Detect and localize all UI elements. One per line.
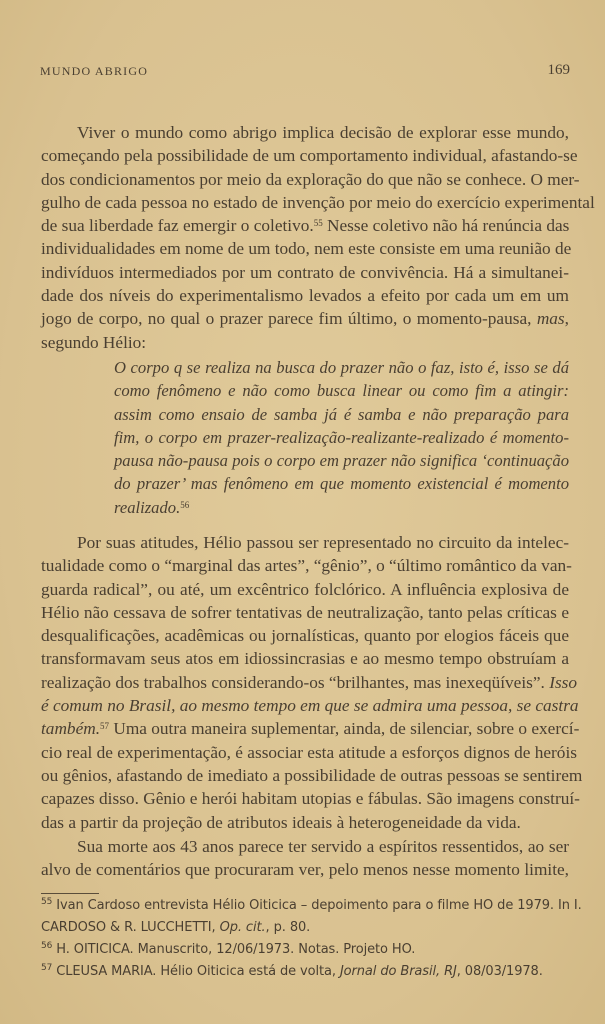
text-segment: começando pela possibilidade de um comportamento individual, afastando-se <box>41 146 578 166</box>
text-segment: ou gênios, afastando de imediato a possibilidade de outras pessoas se sentirem <box>41 765 583 785</box>
text-segment: cio real de experimentação, é associar esta atitude a esforços dignos de heróis <box>41 742 577 762</box>
text-segment: segundo Hélio: <box>41 332 147 352</box>
text-segment: Sua morte aos 43 anos parece ter servido a espíritos ressentidos, ao ser <box>77 837 569 856</box>
text-segment: das a partir da projeção de atributos ideais à heterogeneidade da vida. <box>41 812 521 832</box>
text-line <box>41 284 569 307</box>
text-segment: , p. 80. <box>265 920 311 935</box>
footnote-reference: 56 <box>41 941 53 951</box>
text-segment: tualidade como o “marginal das artes”, “gênio”, o “último romântico da van- <box>41 556 572 576</box>
block-quote <box>114 356 569 519</box>
footnote-reference: 57 <box>100 721 110 732</box>
italic-text: também. <box>41 719 101 739</box>
footnote-line <box>41 917 569 939</box>
text-segment: dos condicionamentos por meio da exploração do que não se conhece. O mer- <box>41 169 580 189</box>
text-segment: , <box>564 309 569 329</box>
italic-text: pausa não-pausa pois o corpo em prazer não significa ‘continuação <box>114 451 569 471</box>
text-segment: Viver o mundo como abrigo implica decisão de explorar esse mundo, <box>77 123 569 142</box>
text-segment: Nesse coletivo não há renúncia das <box>322 216 570 236</box>
running-header <box>40 64 570 79</box>
italic-text: Isso <box>549 672 578 692</box>
text-segment: CLEUSA MARIA. Hélio Oiticica está de volta, <box>52 964 340 979</box>
text-line <box>41 237 572 260</box>
text-segment: alvo de comentários que procuraram ver, pelo menos nesse momento limite, <box>41 860 569 880</box>
text-line <box>41 858 569 881</box>
footnote-reference: 55 <box>41 897 53 907</box>
text-line <box>114 426 569 449</box>
text-line <box>41 214 569 237</box>
text-line <box>41 168 580 191</box>
text-segment: indivíduos intermediados por um contrato de convivência. Há a simultanei- <box>41 262 569 282</box>
text-line <box>41 835 569 858</box>
text-segment: CARDOSO & R. LUCCHETTI, <box>41 920 220 935</box>
italic-text: realizado. <box>114 497 181 517</box>
text-line <box>114 472 569 495</box>
footnote-reference: 55 <box>313 218 323 229</box>
text-line <box>114 379 569 402</box>
italic-text: assim como ensaio de samba já é samba e não preparação para <box>114 404 569 424</box>
text-line <box>41 331 569 354</box>
text-segment: desqualificações, acadêmicas ou jornalísticas, quanto por elogios fáceis que <box>41 626 569 646</box>
text-segment: dade dos níveis do experimentalismo levados a efeito por cada um em um <box>41 286 569 306</box>
text-line <box>114 449 569 472</box>
text-line <box>41 787 580 810</box>
text-segment: guarda radical”, ou até, um excêntrico folclórico. A influência explosiva de <box>41 579 569 599</box>
text-line <box>41 554 572 577</box>
footnote-reference: 57 <box>41 963 53 973</box>
text-line <box>41 741 577 764</box>
text-segment: Hélio não cessava de sofrer tentativas de neutralização, tanto pelas críticas e <box>41 602 569 622</box>
text-segment: , 08/03/1978. <box>456 964 543 979</box>
italic-text: fim, o corpo em prazer-realização-realizante-realizado é momento- <box>114 427 569 447</box>
text-line <box>41 144 578 167</box>
footnote-line <box>41 895 582 917</box>
text-segment: Ivan Cardoso entrevista Hélio Oiticica – depoimento para o filme HO de 1979. In I. <box>52 898 582 913</box>
text-line <box>41 531 569 554</box>
paragraph-2 <box>41 531 583 834</box>
text-segment: Uma outra maneira suplementar, ainda, de silenciar, sobre o exercí- <box>109 719 580 739</box>
paragraph-1 <box>41 121 595 354</box>
running-title: MUNDO ABRIGO <box>40 64 149 78</box>
text-line <box>41 647 569 670</box>
text-segment: de sua liberdade faz emergir o coletivo. <box>41 216 314 236</box>
text-segment: individualidades em nome de um todo, nem este consiste em uma reunião de <box>41 239 572 259</box>
text-line <box>41 694 579 717</box>
italic-text: do prazer’ mas fenômeno em que momento existencial é momento <box>114 474 569 494</box>
footnotes <box>41 895 582 983</box>
text-line <box>114 496 569 519</box>
text-segment: realização dos trabalhos considerando-os “brilhantes, mas inexeqüíveis”. <box>41 672 550 692</box>
text-line <box>41 717 580 740</box>
text-line <box>41 811 569 834</box>
italic-text: Op. cit. <box>219 920 266 935</box>
text-line <box>41 764 583 787</box>
text-segment: H. OITICICA. Manuscrito, 12/06/1973. Notas. Projeto HO. <box>52 942 416 957</box>
text-line <box>41 624 569 647</box>
text-line <box>41 191 595 214</box>
text-segment: gulho de cada pessoa no estado de invenção por meio do exercício experimental <box>41 192 595 212</box>
paragraph-3 <box>41 835 569 882</box>
text-line <box>114 356 569 379</box>
text-segment: transformavam seus atos em idiossincrasias e ao mesmo tempo obstruíam a <box>41 649 569 669</box>
footnote-reference: 56 <box>180 499 190 510</box>
italic-text: mas <box>536 309 565 329</box>
text-line <box>41 601 569 624</box>
text-line <box>114 403 569 426</box>
footnote-line <box>41 961 569 983</box>
page-number: 169 <box>547 62 570 78</box>
italic-text: O corpo q se realiza na busca do prazer não o faz, isto é, isso se dá <box>114 358 569 377</box>
text-line <box>41 261 569 284</box>
text-segment: jogo de corpo, no qual o prazer parece fim último, o momento-pausa, <box>41 309 537 329</box>
italic-text: é comum no Brasil, ao mesmo tempo em que se admira uma pessoa, se castra <box>41 696 579 716</box>
text-line <box>41 121 569 144</box>
footnote-line <box>41 939 569 961</box>
text-line <box>41 578 569 601</box>
text-line <box>41 307 569 330</box>
italic-text: como fenômeno e não como busca linear ou como fim a atingir: <box>114 381 569 401</box>
text-segment: capazes disso. Gênio e herói habitam utopias e fábulas. São imagens construí- <box>41 789 580 809</box>
italic-text: Jornal do Brasil, RJ <box>339 964 457 979</box>
footnote-rule <box>41 893 99 894</box>
text-line <box>41 671 578 694</box>
text-segment: Por suas atitudes, Hélio passou ser representado no circuito da intelec- <box>77 533 569 552</box>
